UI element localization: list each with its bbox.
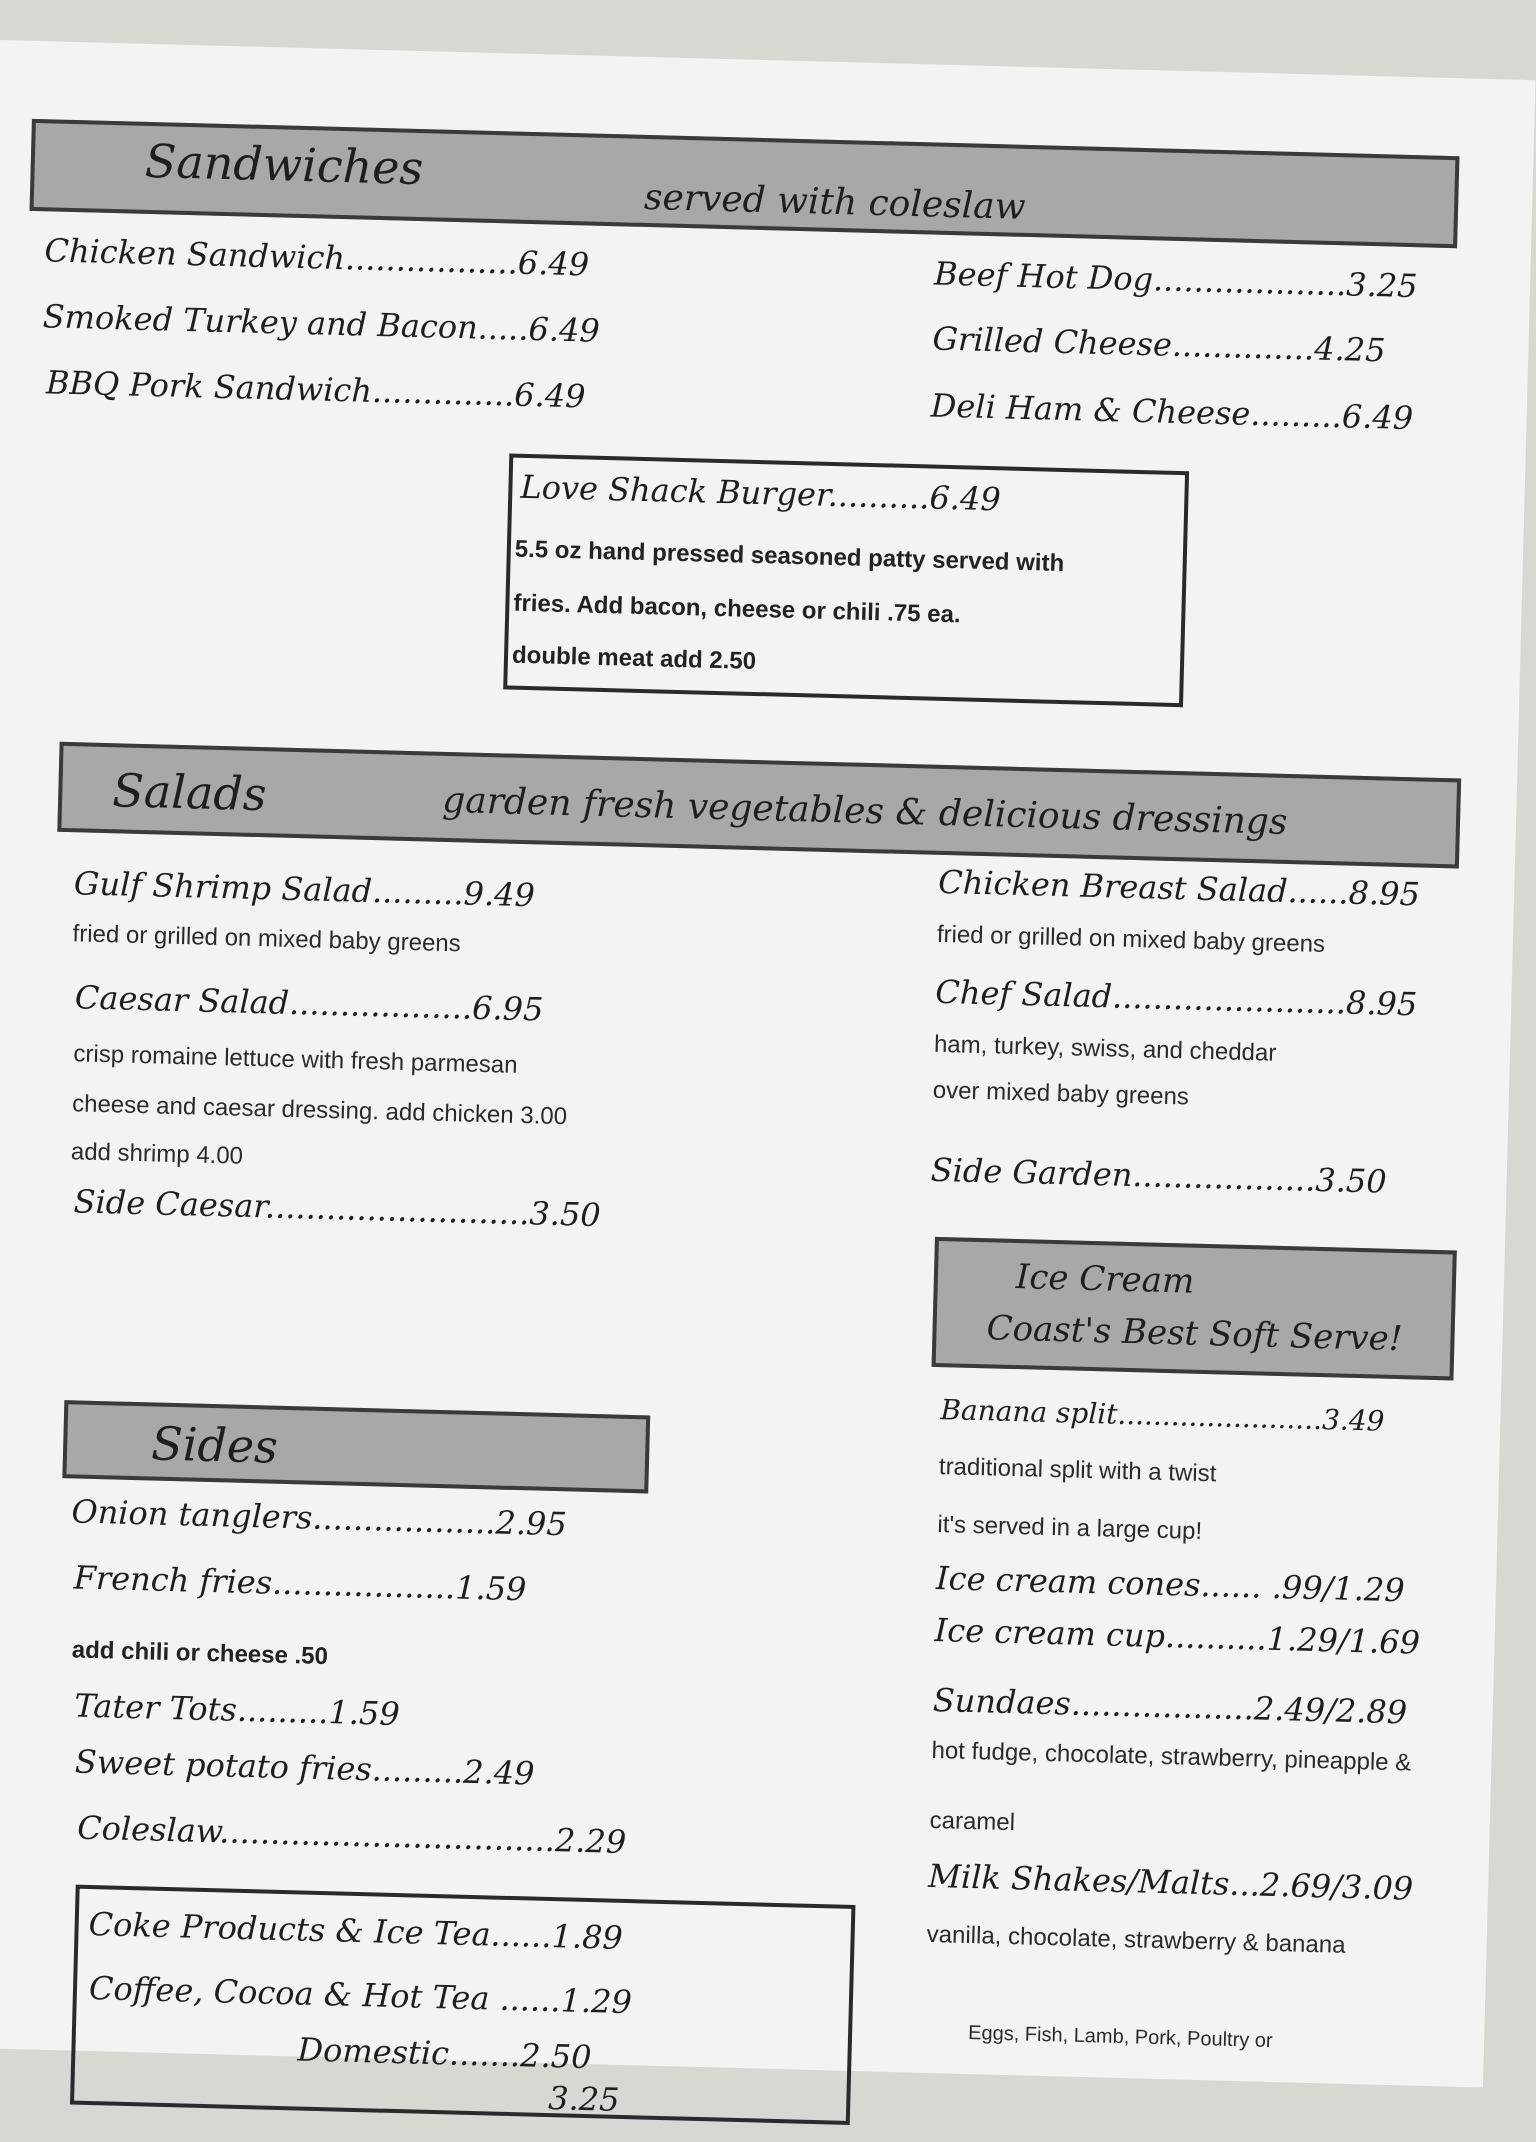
chef-salad-desc-line-2: over mixed baby greens [932, 1076, 1190, 1111]
sundaes-item: Sundaes..................2.49/2.89 [932, 1680, 1408, 1732]
last-price-item: 3.25 [547, 2079, 621, 2119]
tater-tots-item: Tater Tots.........1.59 [73, 1686, 401, 1734]
domestic-item: Domestic.......2.50 [297, 2030, 592, 2077]
beef-hot-dog-item: Beef Hot Dog...................3.25 [933, 254, 1419, 306]
sides-banner [62, 1400, 650, 1493]
caesar-desc-line-2: cheese and caesar dressing. add chicken 3.00 [71, 1090, 568, 1131]
chicken-breast-salad-item: Chicken Breast Salad......8.95 [937, 862, 1421, 914]
chicken-sandwich-item: Chicken Sandwich.................6.49 [44, 231, 590, 284]
salads-banner [57, 742, 1461, 869]
chicken-breast-salad-desc: fried or grilled on mixed baby greens [936, 920, 1326, 958]
salads-subtitle: garden fresh vegetables & delicious dressings [441, 779, 1288, 843]
banana-split-item: Banana split.......................3.49 [940, 1393, 1385, 1438]
sides-title: Sides [150, 1416, 279, 1474]
grilled-cheese-item: Grilled Cheese..............4.25 [932, 319, 1386, 370]
ice-cream-banner [932, 1237, 1457, 1381]
banana-split-desc-line-2: it's served in a large cup! [937, 1511, 1203, 1545]
ice-cream-subtitle: Coast's Best Soft Serve! [986, 1308, 1403, 1360]
banana-split-desc-line-1: traditional split with a twist [938, 1453, 1217, 1488]
burger-box [503, 453, 1189, 707]
ice-cream-title: Ice Cream [1015, 1257, 1195, 1302]
burger-desc-line-2: fries. Add bacon, cheese or chili .75 ea. [513, 589, 961, 629]
sundaes-desc-line-2: caramel [929, 1806, 1016, 1837]
french-fries-item: French fries..................1.59 [73, 1558, 527, 1609]
sandwiches-banner [30, 119, 1460, 248]
coke-products-item: Coke Products & Ice Tea......1.89 [88, 1904, 624, 1957]
caesar-desc-line-3: add shrimp 4.00 [70, 1138, 244, 1170]
fries-note: add chili or cheese .50 [71, 1636, 329, 1671]
caesar-desc-line-1: crisp romaine lettuce with fresh parmesan [73, 1040, 518, 1079]
coleslaw-item: Coleslaw.................................2.29 [76, 1808, 627, 1862]
ice-cream-cup-item: Ice cream cup..........1.29/1.69 [934, 1611, 1421, 1662]
milk-shakes-desc: vanilla, chocolate, strawberry & banana [926, 1920, 1346, 1959]
bbq-pork-item: BBQ Pork Sandwich..............6.49 [45, 363, 587, 416]
sandwiches-title: Sandwiches [144, 133, 424, 196]
footer-fragment: Eggs, Fish, Lamb, Pork, Poultry or [967, 2022, 1273, 2052]
side-caesar-item: Side Caesar..........................3.50 [73, 1182, 602, 1235]
smoked-turkey-item: Smoked Turkey and Bacon.....6.49 [42, 297, 601, 350]
burger-title: Love Shack Burger..........6.49 [519, 467, 1002, 519]
sandwiches-subtitle: served with coleslaw [643, 176, 1026, 228]
coffee-cocoa-item: Coffee, Cocoa & Hot Tea ......1.29 [88, 1969, 633, 2022]
chef-salad-desc-line-1: ham, turkey, swiss, and cheddar [933, 1030, 1277, 1067]
burger-desc-line-1: 5.5 oz hand pressed seasoned patty served with [514, 535, 1065, 578]
side-garden-item: Side Garden..................3.50 [930, 1150, 1388, 1201]
gulf-shrimp-item: Gulf Shrimp Salad.........9.49 [73, 864, 536, 915]
milk-shakes-item: Milk Shakes/Malts...2.69/3.09 [927, 1856, 1414, 1908]
burger-desc-line-3: double meat add 2.50 [511, 641, 757, 675]
sundaes-desc-line-1: hot fudge, chocolate, strawberry, pineapple & [931, 1736, 1412, 1777]
gulf-shrimp-desc: fried or grilled on mixed baby greens [72, 920, 462, 958]
salads-title: Salads [111, 763, 268, 822]
chef-salad-item: Chef Salad.......................8.95 [934, 972, 1418, 1024]
sweet-potato-fries-item: Sweet potato fries.........2.49 [74, 1742, 536, 1793]
ice-cream-cones-item: Ice cream cones...... .99/1.29 [935, 1559, 1406, 1610]
menu-page [0, 40, 1535, 2119]
drinks-box [70, 1885, 855, 2125]
deli-ham-item: Deli Ham & Cheese.........6.49 [930, 386, 1414, 438]
onion-tanglers-item: Onion tanglers..................2.95 [71, 1492, 568, 1544]
caesar-salad-item: Caesar Salad..................6.95 [74, 978, 544, 1029]
